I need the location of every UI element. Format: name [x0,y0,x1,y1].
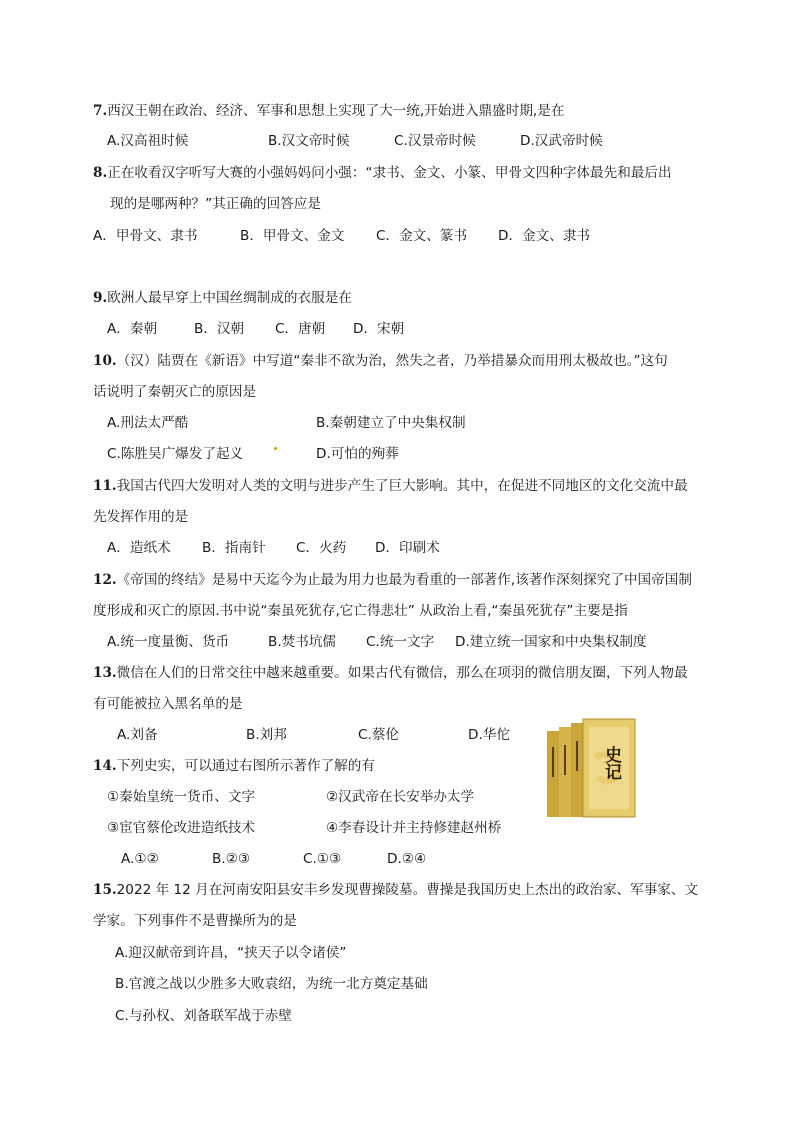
question-text: 《帝国的终结》是易中天迄今为止最为用力也最为看重的一部著作,该著作深刻探究了中国帝国制 [116,572,692,588]
question-9-stem [93,288,352,308]
option-d: D.②④ [387,851,427,867]
option-a: A．造纸术 [107,540,171,556]
question-number: 15. [93,882,117,898]
question-number: 14. [93,758,117,774]
question-10-stem [93,351,668,371]
question-text: 2022 年 12 月在河南安阳县安丰乡发现曹操陵墓。曹操是我国历史上杰出的政治家、军事家、文 [116,882,699,898]
option-d: D.华佗 [468,727,510,743]
question-10-stem-continued: 话说明了秦朝灭亡的原因是 [93,384,257,400]
statement-2: ②汉武帝在长安举办太学 [326,789,475,805]
option-b: B.秦朝建立了中央集权制 [316,415,466,431]
question-number: 11. [93,478,117,494]
question-8-stem [93,163,672,183]
option-d: D．金文、隶书 [498,228,591,244]
question-text: 正在收看汉字听写大赛的小强妈妈问小强：“隶书、金文、小篆、甲骨文四种字体最先和最后出 [107,165,672,181]
option-c: C.蔡伦 [358,727,400,743]
question-15-stem [93,880,698,900]
option-b: B.②③ [212,851,251,867]
option-c: C．金文、篆书 [376,228,468,244]
question-text: 微信在人们的日常交往中越来越重要。如果古代有微信，那么在项羽的微信朋友圈，下列人物最 [116,665,688,681]
option-d: D．宋朝 [353,321,405,337]
question-14-stem [93,756,375,776]
option-c: C．唐朝 [275,321,326,337]
option-d: D．印刷术 [375,540,440,556]
option-b: B.焚书坑儒 [268,634,337,650]
option-a: A.汉高祖时候 [107,133,189,149]
option-d: D.建立统一国家和中央集权制度 [455,634,647,650]
question-12-stem [93,570,692,590]
option-b: B．指南针 [202,540,266,556]
option-c: C.与孙权、刘备联军战于赤壁 [115,1008,292,1024]
book-title: 史记 [601,746,621,780]
statement-3: ③宦官蔡伦改进造纸技术 [107,820,256,836]
option-a: A.刘备 [117,727,158,743]
question-number: 8. [93,165,108,181]
question-8-stem-continued: 现的是哪两种？”其正确的回答应是 [110,196,321,212]
question-text: （汉）陆贾在《新语》中写道“秦非不欲为治，然失之者，乃举措暴众而用刑太极故也。”这句 [116,353,668,369]
option-b: B.汉文帝时候 [268,133,350,149]
question-12-stem-continued: 度形成和灭亡的原因.书中说“秦虽死犹存,它亡得悲壮” 从政治上看,“秦虽死犹存”主要是指 [93,603,628,619]
option-c: C.汉景帝时候 [394,133,476,149]
option-d: D.可怕的殉葬 [316,446,399,462]
option-c: C．火药 [296,540,347,556]
option-c: C.统一文字 [366,634,435,650]
option-b: B.官渡之战以少胜多大败袁绍，为统一北方奠定基础 [115,976,428,992]
question-11-stem-continued: 先发挥作用的是 [93,509,189,525]
option-b: B．甲骨文、金文 [240,228,345,244]
option-a: A.①② [121,851,159,867]
question-number: 12. [93,572,117,588]
option-b: B．汉朝 [194,321,245,337]
shiji-book-set-image [545,717,637,821]
question-text: 下列史实，可以通过右图所示著作了解的有 [116,758,375,774]
question-number: 9. [93,290,108,306]
question-number: 13. [93,665,117,681]
question-13-stem [93,663,688,683]
question-13-stem-continued: 有可能被拉入黑名单的是 [93,696,243,712]
question-text: 西汉王朝在政治、经济、军事和思想上实现了大一统,开始进入鼎盛时期,是在 [107,103,565,119]
option-a: A.迎汉献帝到许昌，“挟天子以令诸侯” [115,945,347,961]
option-a: A.刑法太严酷 [107,415,189,431]
question-text: 欧洲人最早穿上中国丝绸制成的衣服是在 [107,290,352,306]
option-c: C.陈胜吴广爆发了起义 [107,446,244,462]
question-7-stem [93,101,564,121]
option-c: C.①③ [303,851,342,867]
stray-dot [274,447,277,450]
statement-4: ④李春设计并主持修建赵州桥 [326,820,502,836]
question-number: 7. [93,103,108,119]
option-b: B.刘邦 [246,727,287,743]
option-a: A．秦朝 [107,321,158,337]
option-a: A．甲骨文、隶书 [93,228,198,244]
option-d: D.汉武帝时候 [520,133,603,149]
question-15-stem-continued: 学家。下列事件不是曹操所为的是 [93,913,297,929]
question-text: 我国古代四大发明对人类的文明与进步产生了巨大影响。其中，在促进不同地区的文化交流中最 [116,478,688,494]
question-number: 10. [93,353,117,369]
statement-1: ①秦始皇统一货币、文字 [107,789,256,805]
question-11-stem [93,476,688,496]
option-a: A.统一度量衡、货币 [107,634,230,650]
